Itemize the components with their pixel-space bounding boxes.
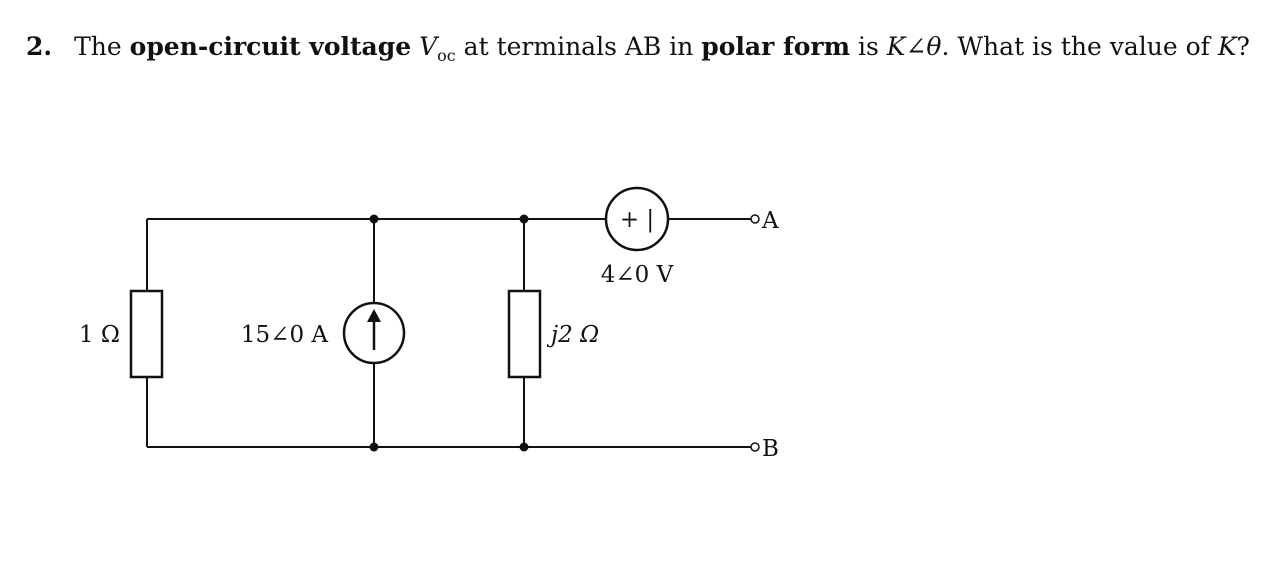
- voc-symbol: V: [419, 32, 438, 61]
- terminal-a-node: [751, 215, 759, 223]
- terminal-b-node: [751, 443, 759, 451]
- current-source-label: 15∠0 A: [240, 322, 328, 348]
- resistor-1ohm-label: 1 Ω: [78, 322, 120, 348]
- junction-dot: [370, 215, 379, 224]
- question-text: 2. The open-circuit voltage $V_{oc}$ at terminals AB in polar form is K∠θ. What is the value of K?: [26, 32, 1250, 65]
- wires: [147, 219, 751, 447]
- terminal-a-label: A: [762, 208, 779, 234]
- voltage-source-label: 4∠0 V: [600, 262, 674, 288]
- voltage-source-polarity: + |: [619, 207, 655, 233]
- terminal-b-label: B: [762, 436, 779, 462]
- resistor-1ohm: [131, 291, 162, 377]
- reactance-label: j2 Ω: [551, 322, 600, 348]
- junction-dot: [520, 443, 529, 452]
- junction-dot: [370, 443, 379, 452]
- reactance-j2ohm: [509, 291, 540, 377]
- junction-dot: [520, 215, 529, 224]
- question-number: 2.: [26, 32, 53, 61]
- keyword-polar-form: polar form: [701, 32, 851, 61]
- keyword-open-circuit-voltage: open-circuit voltage: [129, 32, 412, 61]
